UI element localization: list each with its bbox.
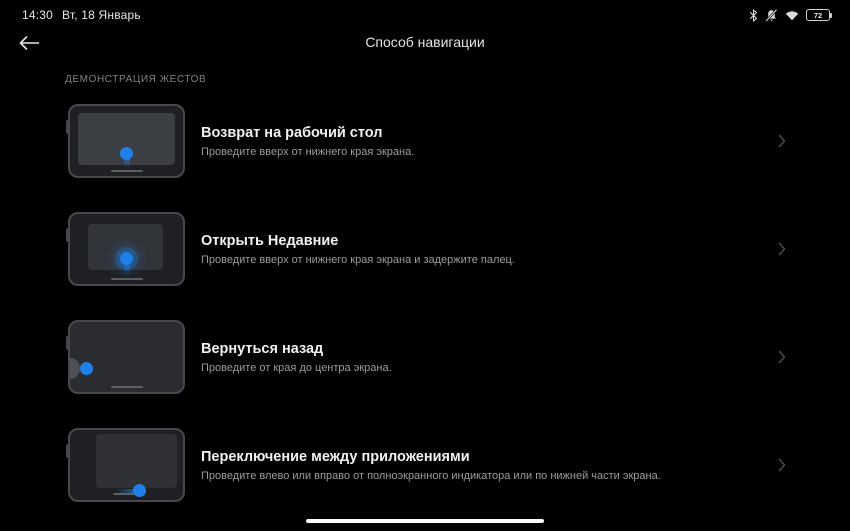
chevron-right-icon: [778, 242, 786, 256]
gesture-dot: [80, 362, 93, 375]
gesture-title: Вернуться назад: [201, 340, 324, 357]
bluetooth-icon: [749, 9, 758, 22]
chevron-right-icon: [778, 350, 786, 364]
gesture-text: [201, 125, 414, 158]
gesture-thumbnail: [68, 428, 185, 502]
gesture-title: Переключение между приложениями: [201, 448, 470, 465]
gesture-subtitle: Проведите влево или вправо от полноэкранного индикатора или по нижней части экрана.: [201, 469, 661, 482]
battery-icon: [806, 9, 830, 21]
gesture-text: [201, 449, 661, 482]
section-label: ДЕМОНСТРАЦИЯ ЖЕСТОВ: [65, 74, 207, 85]
gesture-subtitle: Проведите вверх от нижнего края экрана.: [201, 145, 415, 158]
gesture-subtitle: Проведите от края до центра экрана.: [201, 361, 392, 374]
gesture-list: [0, 87, 850, 519]
thumb-screen: [96, 434, 177, 488]
gesture-text: [201, 233, 515, 266]
mute-icon: [765, 9, 778, 22]
gesture-row[interactable]: [0, 411, 850, 519]
gesture-row[interactable]: [0, 195, 850, 303]
date: Вт, 18 Январь: [62, 8, 141, 22]
gesture-dot: [120, 147, 133, 160]
gesture-title: Открыть Недавние: [201, 232, 339, 249]
home-indicator-bar[interactable]: [306, 519, 544, 523]
thumb-home-indicator: [111, 386, 143, 388]
gesture-row[interactable]: [0, 303, 850, 411]
gesture-thumbnail: [68, 104, 185, 178]
clock: 14:30: [22, 8, 54, 22]
edge-swipe-pill: [70, 358, 80, 379]
page-title: Способ навигации: [365, 34, 485, 50]
battery-level: 72: [813, 10, 823, 20]
thumb-home-indicator: [111, 170, 143, 172]
gesture-thumbnail: [68, 212, 185, 286]
chevron-right-icon: [778, 134, 786, 148]
gesture-thumbnail: [68, 320, 185, 394]
gesture-subtitle: Проведите вверх от нижнего края экрана и задержите палец.: [201, 253, 515, 266]
status-bar: [0, 0, 850, 24]
wifi-icon: [785, 10, 799, 21]
gesture-dot: [133, 484, 146, 497]
gesture-text: [201, 341, 392, 374]
app-header: [0, 26, 850, 60]
gesture-dot: [120, 252, 133, 265]
chevron-right-icon: [778, 458, 786, 472]
thumb-home-indicator: [111, 278, 143, 280]
gesture-row[interactable]: [0, 87, 850, 195]
gesture-title: Возврат на рабочий стол: [201, 124, 383, 141]
